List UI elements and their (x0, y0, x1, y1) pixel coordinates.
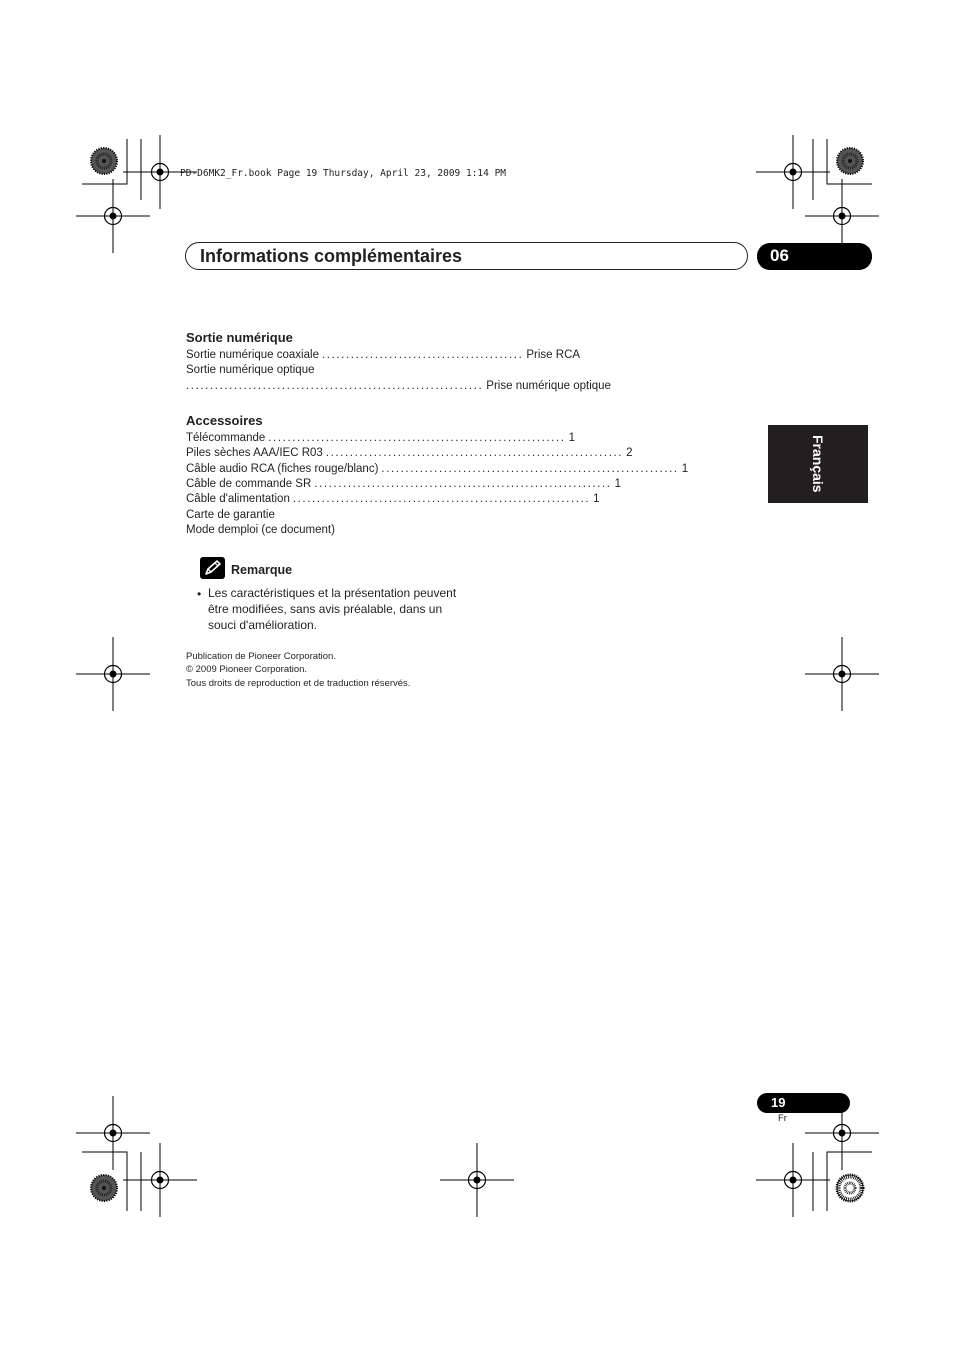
accessory-qty: 1 (681, 463, 689, 475)
accessory-line (186, 431, 575, 447)
language-tab-label: Français (810, 435, 826, 493)
accessory-line (186, 462, 689, 478)
spec-value: Prise numérique optique (486, 380, 611, 392)
accessory-extra (186, 508, 457, 524)
book-header: PD-D6MK2_Fr.book Page 19 Thursday, April 23, 2009 1:14 PM (180, 168, 507, 179)
dot-leader: .............................................................. (381, 463, 679, 475)
accessory-qty: 1 (593, 493, 600, 505)
spec-line-optical-value (186, 379, 611, 395)
accessory-line (186, 446, 633, 462)
spec-value: Prise RCA (526, 349, 581, 361)
note-bullet-text: Les caractéristiques et la présentation peuvent être modifiées, sans avis préalable, dans un souci d'amélioration. (208, 586, 457, 632)
accessory-qty: 1 (568, 432, 575, 444)
dot-leader: .............................................................. (325, 447, 624, 459)
dot-leader: .............................................................. (292, 493, 591, 505)
spec-line-coaxial (186, 348, 581, 364)
pencil-icon (200, 557, 225, 579)
accessory-extra (186, 523, 457, 539)
accessory-label: Câble de commande SR (186, 478, 312, 490)
dot-leader: .............................................................. (268, 432, 566, 444)
bullet-marker: • (197, 587, 202, 601)
accessory-line (186, 477, 621, 493)
chapter-number: 06 (770, 246, 789, 265)
page-number: 19 (771, 1095, 786, 1110)
accessory-qty: 2 (626, 447, 633, 459)
accessory-label: Mode demploi (ce document) (186, 524, 335, 536)
note-title: Remarque (231, 563, 293, 577)
rights-line: Tous droits de reproduction et de traduction réservés. (186, 678, 411, 689)
section-title-accessories: Accessoires (186, 413, 263, 428)
copyright-line: © 2009 Pioneer Corporation. (186, 664, 308, 675)
spec-line-optical-label (186, 363, 457, 379)
accessory-label: Télécommande (186, 432, 266, 444)
dot-leader: .............................................................. (186, 380, 484, 392)
dot-leader: .......................................... (321, 349, 524, 361)
accessory-label: Carte de garantie (186, 509, 275, 521)
accessory-qty: 1 (614, 478, 621, 490)
dot-leader: .............................................................. (314, 478, 612, 490)
page-language: Fr (778, 1113, 787, 1124)
spec-label: Sortie numérique coaxiale (186, 349, 319, 361)
note-badge (200, 557, 225, 579)
accessory-label: Câble d'alimentation (186, 493, 290, 505)
chapter-title: Informations complémentaires (200, 246, 463, 266)
publication-line: Publication de Pioneer Corporation. (186, 651, 336, 662)
spec-label: Sortie numérique optique (186, 364, 315, 376)
accessory-line (186, 492, 600, 508)
accessory-label: Câble audio RCA (fiches rouge/blanc) (186, 463, 379, 475)
accessory-label: Piles sèches AAA/IEC R03 (186, 447, 323, 459)
section-title-digital-output: Sortie numérique (186, 330, 293, 345)
